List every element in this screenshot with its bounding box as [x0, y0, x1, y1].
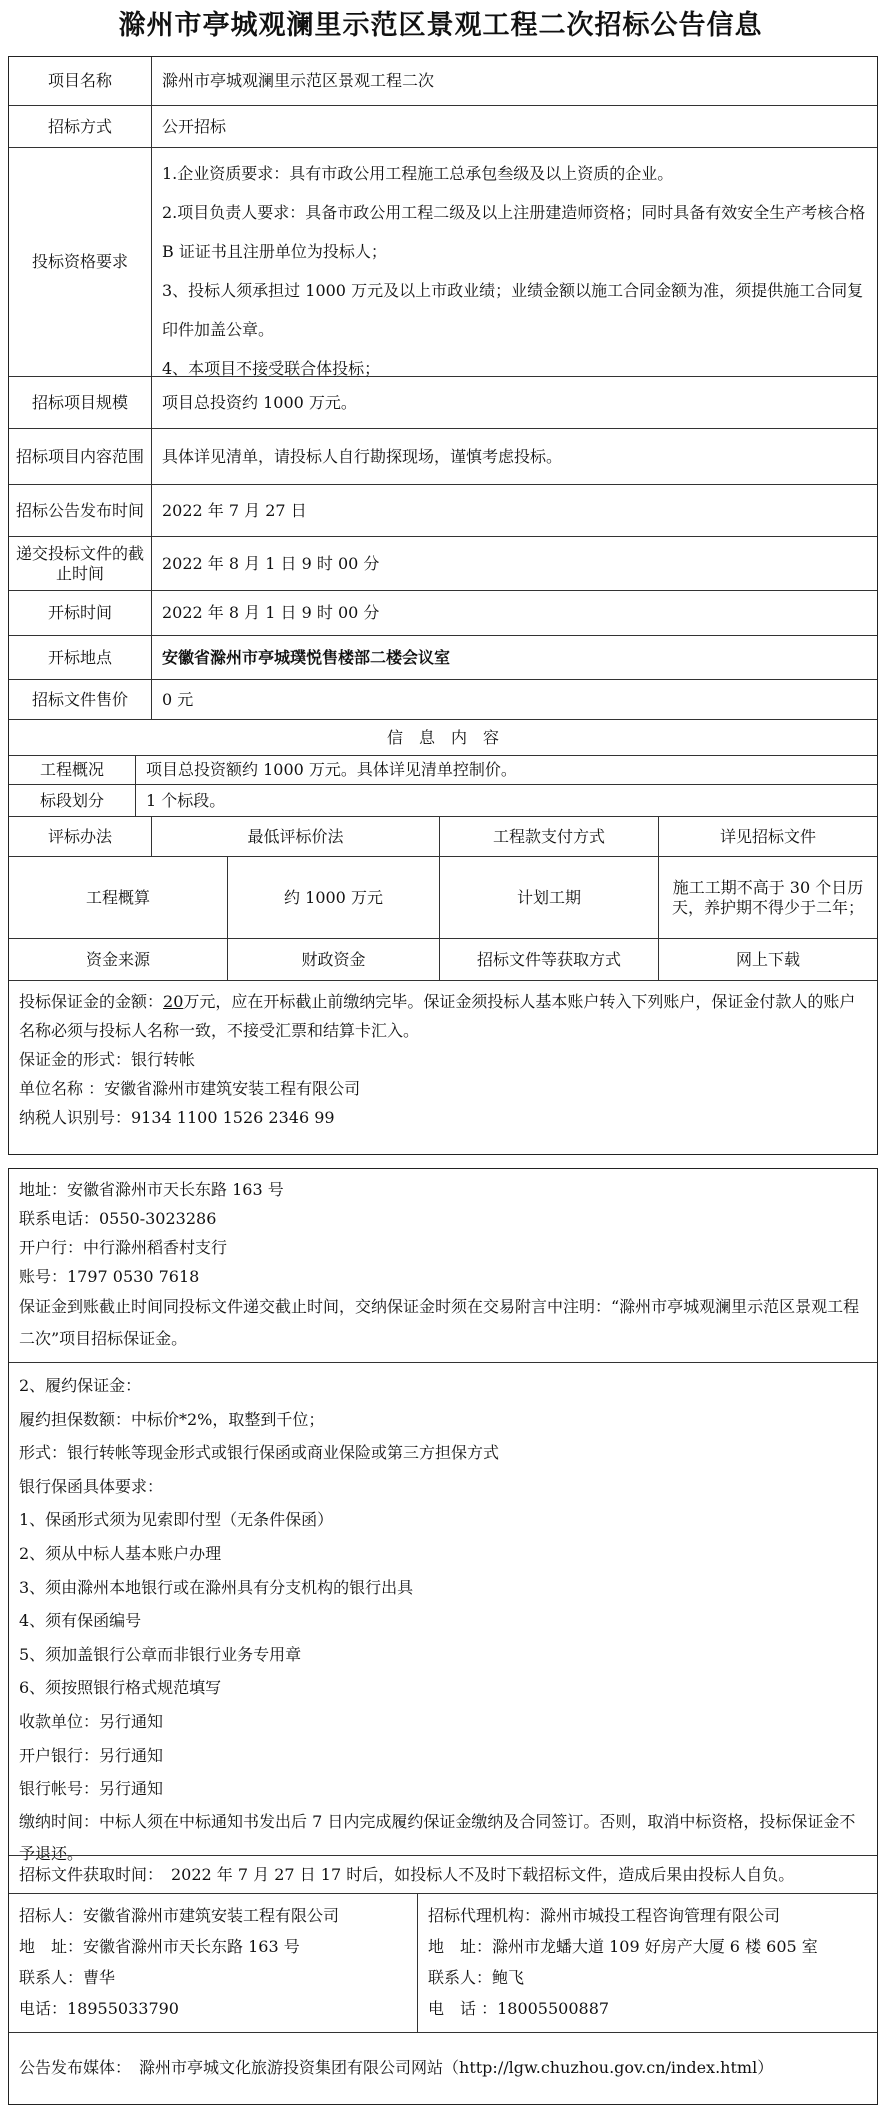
row-info-header: [9, 720, 877, 756]
agency-name: 招标代理机构：滁州市城投工程咨询管理有限公司: [428, 1906, 781, 1925]
grid-cell: 工程款支付方式: [440, 817, 659, 856]
grid-cell: 约 1000 万元: [228, 857, 440, 938]
grid-cell: 招标文件等获取方式: [440, 939, 659, 980]
row-open-time: [9, 591, 877, 636]
perf-line: 2、履约保证金：: [19, 1376, 142, 1395]
bank-name: 开户行：中行滁州稻香村支行: [19, 1238, 228, 1257]
grid-cell: 网上下载: [735, 949, 800, 969]
bank-note: 保证金到账截止时间同投标文件递交截止时间，交纳保证金时须在交易附言中注明：“滁州市亭城观澜里示范区景观工程二次”项目招标保证金。: [19, 1297, 860, 1348]
value-overview: 项目总投资额约 1000 万元。具体详见清单控制价。: [146, 760, 517, 779]
perf-line: 形式：银行转帐等现金形式或银行保函或商业保险或第三方担保方式: [19, 1443, 500, 1463]
grid-cell: 工程概算: [9, 857, 228, 938]
tenderer-contact: [9, 1894, 418, 2032]
perf-line: 履约担保数额：中标价*2%，取整到千位；: [19, 1409, 325, 1429]
row-performance-bond: [9, 1363, 877, 1863]
value-deadline: 2022 年 8 月 1 日 9 时 00 分: [162, 553, 380, 573]
deposit-unit: 单位名称 ：安徽省滁州市建筑安装工程有限公司: [19, 1079, 361, 1098]
bank-block: [9, 1169, 877, 1362]
label-bid-method: 招标方式: [9, 106, 152, 147]
row-publish-time: [9, 485, 877, 537]
value-open-place: 安徽省滁州市亭城璞悦售楼部二楼会议室: [162, 647, 451, 667]
performance-bond-block: [9, 1363, 877, 1863]
label-open-time: 开标时间: [9, 591, 152, 635]
row-bank: [9, 1169, 877, 1363]
label-overview: 工程概况: [9, 756, 136, 784]
perf-line: 银行帐号：另行通知: [19, 1779, 164, 1799]
value-doc-price: 0 元: [162, 689, 194, 709]
agency-person: 联系人：鲍飞: [428, 1968, 525, 1987]
perf-line: 银行保函具体要求：: [19, 1476, 164, 1496]
grid-cell: 计划工期: [440, 857, 659, 938]
perf-line: 2、须从中标人基本账户办理: [19, 1543, 222, 1563]
project-info-table: [8, 56, 878, 1155]
value-bid-method: 公开招标: [162, 116, 227, 136]
value-publish-time: 2022 年 7 月 27 日: [162, 500, 307, 520]
tenderer-address: 地 址：安徽省滁州市天长东路 163 号: [19, 1937, 300, 1956]
row-qualification: [9, 148, 877, 377]
bank-address: 地址：安徽省滁州市天长东路 163 号: [19, 1180, 284, 1199]
row-deadline: [9, 537, 877, 591]
row-deposit: [9, 981, 877, 1127]
value-open-time: 2022 年 8 月 1 日 9 时 00 分: [162, 603, 380, 622]
page-title: 滁州市亭城观澜里示范区景观工程二次招标公告信息: [118, 10, 763, 41]
bank-phone: 联系电话：0550-3023286: [19, 1209, 217, 1228]
grid-cell: 最低评标价法: [152, 817, 440, 856]
perf-line: 1、保函形式须为见索即付型（无条件保函）: [19, 1510, 334, 1530]
label-open-place: 开标地点: [9, 636, 152, 679]
deposit-amount: 投标保证金的金额：20万元，应在开标截止前缴纳完毕。保证金须投标人基本账户转入下列账户，保证金付款人的账户名称必须与投标人名称一致，不接受汇票和结算卡汇入。: [19, 992, 856, 1040]
label-deadline: 递交投标文件的截止时间: [9, 537, 152, 590]
grid-cell: 施工工期不高于 30 个日历天，养护期不得少于二年；: [671, 877, 864, 917]
acquire-time: 招标文件获取时间： 2022 年 7 月 27 日 17 时后，如投标人不及时下载招标文件，造成后果由投标人自负。: [19, 1864, 795, 1884]
perf-line: 开户银行：另行通知: [19, 1745, 164, 1765]
perf-line: 6、须按照银行格式规范填写: [19, 1678, 222, 1698]
row-acquire-time: [9, 1856, 877, 1894]
perf-payment-time: 缴纳时间：中标人须在中标通知书发出后 7 日内完成履约保证金缴纳及合同签订。否则，取消中标资格，投标保证金不予退还。: [19, 1811, 856, 1863]
label-project-name: 项目名称: [9, 57, 152, 105]
value-scale: 项目总投资约 1000 万元。: [162, 392, 357, 412]
row-scale: [9, 377, 877, 429]
media-end: ）: [757, 2058, 774, 2077]
perf-line: 3、须由滁州本地银行或在滁州具有分支机构的银行出具: [19, 1577, 414, 1597]
label-publish-time: 招标公告发布时间: [9, 485, 152, 536]
qualification-item: 3、投标人须承担过 1000 万元及以上市政业绩；业绩金额以施工合同金额为准，须提供施工合同复印件加盖公章。: [162, 281, 864, 339]
grid-cell: 评标办法: [9, 817, 152, 856]
label-scope: 招标项目内容范围: [9, 429, 152, 484]
row-open-place: [9, 636, 877, 680]
grid-cell: 财政资金: [228, 939, 440, 980]
label-doc-price: 招标文件售价: [9, 680, 152, 719]
tenderer-person: 联系人：曹华: [19, 1968, 116, 1987]
grid-row-3: [9, 939, 877, 981]
row-media: [9, 2033, 877, 2103]
deposit-block: [9, 981, 877, 1127]
value-scope: 具体详见清单，请投标人自行勘探现场，谨慎考虑投标。: [162, 446, 563, 466]
qualification-item: 2.项目负责人要求：具备市政公用工程二级及以上注册建造师资格；同时具备有效安全生产考核合格 B 证证书且注册单位为投标人；: [162, 203, 866, 261]
label-scale: 招标项目规模: [9, 377, 152, 428]
grid-row-1: [9, 817, 877, 857]
perf-line: 收款单位：另行通知: [19, 1711, 164, 1731]
grid-cell: 详见招标文件: [719, 826, 816, 846]
row-contacts: [9, 1894, 877, 2033]
grid-cell: 资金来源: [9, 939, 228, 980]
qualification-item: 4、本项目不接受联合体投标；: [162, 359, 381, 378]
deposit-details-table: [8, 1168, 878, 2105]
row-overview: [9, 756, 877, 785]
deposit-tax-id: 纳税人识别号：9134 1100 1526 2346 99: [19, 1108, 335, 1127]
row-doc-price: [9, 680, 877, 720]
perf-line: 4、须有保函编号: [19, 1611, 142, 1631]
deposit-form: 保证金的形式：银行转帐: [19, 1050, 196, 1069]
value-qualification: [152, 148, 877, 376]
media-link[interactable]: http://lgw.chuzhou.gov.cn/index.html: [459, 2058, 758, 2077]
publish-media: [9, 2033, 877, 2103]
label-qualification: 投标资格要求: [9, 148, 152, 376]
agency-phone: 电 话 ：18005500887: [428, 1999, 610, 2018]
grid-row-2: [9, 857, 877, 939]
info-header: 信 息 内 容: [386, 727, 499, 747]
tenderer-phone: 电话：18955033790: [19, 1999, 179, 2018]
agency-address: 地 址：滁州市龙蟠大道 109 好房产大厦 6 楼 605 室: [428, 1937, 818, 1956]
agency-contact: [418, 1894, 877, 2032]
row-sections: [9, 785, 877, 817]
row-bid-method: [9, 106, 877, 148]
perf-line: 5、须加盖银行公章而非银行业务专用章: [19, 1644, 302, 1664]
tenderer-name: 招标人：安徽省滁州市建筑安装工程有限公司: [19, 1906, 340, 1925]
label-sections: 标段划分: [9, 785, 136, 816]
media-label: 公告发布媒体： 滁州市亭城文化旅游投资集团有限公司网站（: [19, 2058, 460, 2077]
value-project-name: 滁州市亭城观澜里示范区景观工程二次: [162, 71, 435, 90]
bank-account: 账号：1797 0530 7618: [19, 1267, 200, 1286]
qualification-item: 1.企业资质要求：具有市政公用工程施工总承包叁级及以上资质的企业。: [162, 164, 674, 183]
value-sections: 1 个标段。: [146, 790, 226, 810]
row-project-name: [9, 57, 877, 106]
row-scope: [9, 429, 877, 485]
